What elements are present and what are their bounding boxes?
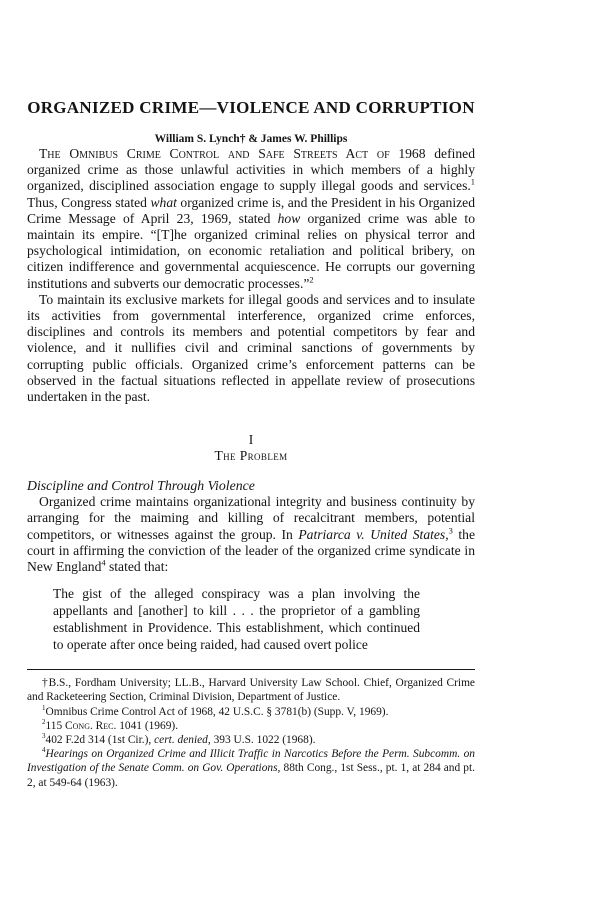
smallcaps-act-name: The Omnibus Crime Control and Safe Streets Act of 1968 bbox=[39, 146, 426, 161]
intro-paragraph-1 bbox=[27, 146, 475, 292]
reporter-smallcaps: Cong. Rec. bbox=[65, 719, 117, 732]
footnote-marker: 3 bbox=[42, 732, 46, 741]
footnote-marker: 1 bbox=[42, 703, 46, 712]
footnote-text: 402 F.2d 314 (1st Cir.), bbox=[45, 734, 155, 747]
block-quote: The gist of the alleged conspiracy was a plan involving the appellants and [another] to kill . . . the proprietor of a gambling establishment in Providence. This establishment, which continued to operate after once being raided, had caused overt police bbox=[53, 586, 420, 653]
hearings-title-italic: Hearings on Organized Crime and Illicit Traffic in Narcotics Before the Perm. Subcomm. on Investigation of the Senate Comm. on Gov. Operations bbox=[27, 748, 475, 775]
article-byline bbox=[27, 133, 475, 146]
paragraph-text: defined organized crime as those unlawful activities in which members of a highly organized, disciplined association engage to supply illegal goods and services. bbox=[27, 146, 475, 194]
footnote-2 bbox=[27, 719, 475, 733]
paragraph-text: Organized crime maintains organizational integrity and business continuity by arranging for the maiming and killing of recalcitrant members, potential competitors, or witnesses against the group. In bbox=[27, 494, 475, 542]
footnotes-block bbox=[27, 676, 475, 790]
footnote-separator-rule bbox=[27, 669, 475, 670]
footnote-text: , 393 U.S. 1022 (1968). bbox=[207, 734, 316, 747]
dagger-footnote-mark: † bbox=[239, 133, 246, 145]
footnote-text: 115 bbox=[45, 719, 66, 732]
subsection-heading: Discipline and Control Through Violence bbox=[27, 478, 255, 494]
intro-paragraph-2: To maintain its exclusive markets for illegal goods and services and to insulate its activities from governmental interference, organized crime enforces, disciplines and controls its members and potential competitors by fear and violence, and it nullifies civil and criminal sanctions of governments by corrupting public officials. Organized crime’s enforcement patterns can be observed in the factual situations reflected in appellate review of prosecutions undertaken in the past. bbox=[27, 291, 475, 405]
footnote-text: B.S., Fordham University; LL.B., Harvard University Law School. Chief, Organized Crime and Racketeering Section, Criminal Division, Department of Justice. bbox=[27, 677, 475, 704]
footnote-text: Omnibus Crime Control Act of 1968, 42 U.S.C. § 3781(b) (Supp. V, 1969). bbox=[45, 705, 389, 718]
footnote-marker: 2 bbox=[42, 718, 46, 727]
footnote-marker: † bbox=[42, 677, 49, 690]
case-name-italic: Patriarca v. United States bbox=[298, 526, 446, 542]
footnote-ref-4: 4 bbox=[101, 557, 106, 568]
footnote-4 bbox=[27, 747, 475, 790]
section-heading: The Problem bbox=[214, 448, 288, 464]
footnote-ref-2: 2 bbox=[309, 274, 314, 285]
italic-what: what bbox=[150, 194, 177, 210]
article-title: ORGANIZED CRIME—VIOLENCE AND CORRUPTION bbox=[27, 98, 475, 117]
paragraph-text: organized crime was able to maintain its empire. “[T]he organized criminal relies on physical terror and psychological intimidation, on economic retaliation and political bribery, on citizen indifference and governmental acquiescence. He corrupts our governing institutions and subverts our democratic processes.” bbox=[27, 210, 476, 291]
cert-denied-italic: cert. denied bbox=[154, 734, 208, 747]
section-paragraph-1 bbox=[27, 494, 475, 575]
footnote-1 bbox=[27, 705, 475, 719]
footnote-text: 1041 (1969). bbox=[116, 719, 179, 732]
paragraph-text: stated that: bbox=[105, 559, 169, 575]
author-2: & James W. Phillips bbox=[245, 133, 348, 145]
footnote-ref-3: 3 bbox=[448, 525, 453, 536]
footnote-ref-1: 1 bbox=[470, 176, 475, 187]
text-column bbox=[27, 0, 475, 790]
paragraph-text: the court in affirming the conviction of the leader of the organized crime syndicate in New England bbox=[27, 526, 475, 575]
section-number: I bbox=[248, 432, 254, 448]
author-1: William S. Lynch bbox=[154, 133, 240, 145]
footnote-3 bbox=[27, 733, 475, 747]
paragraph-text: organized crime is, and the President in his Organized Crime Message of April 23, 1969, stated bbox=[27, 194, 475, 226]
footnote-text: , 88th Cong., 1st Sess., pt. 1, at 284 and pt. 2, at 549-64 (1963). bbox=[27, 762, 475, 789]
paragraph-text: , bbox=[445, 526, 449, 542]
italic-how: how bbox=[277, 210, 301, 226]
paragraph-text: Thus, Congress stated bbox=[27, 194, 151, 210]
footnote-marker: 4 bbox=[42, 746, 46, 755]
footnote-dagger bbox=[27, 676, 475, 704]
